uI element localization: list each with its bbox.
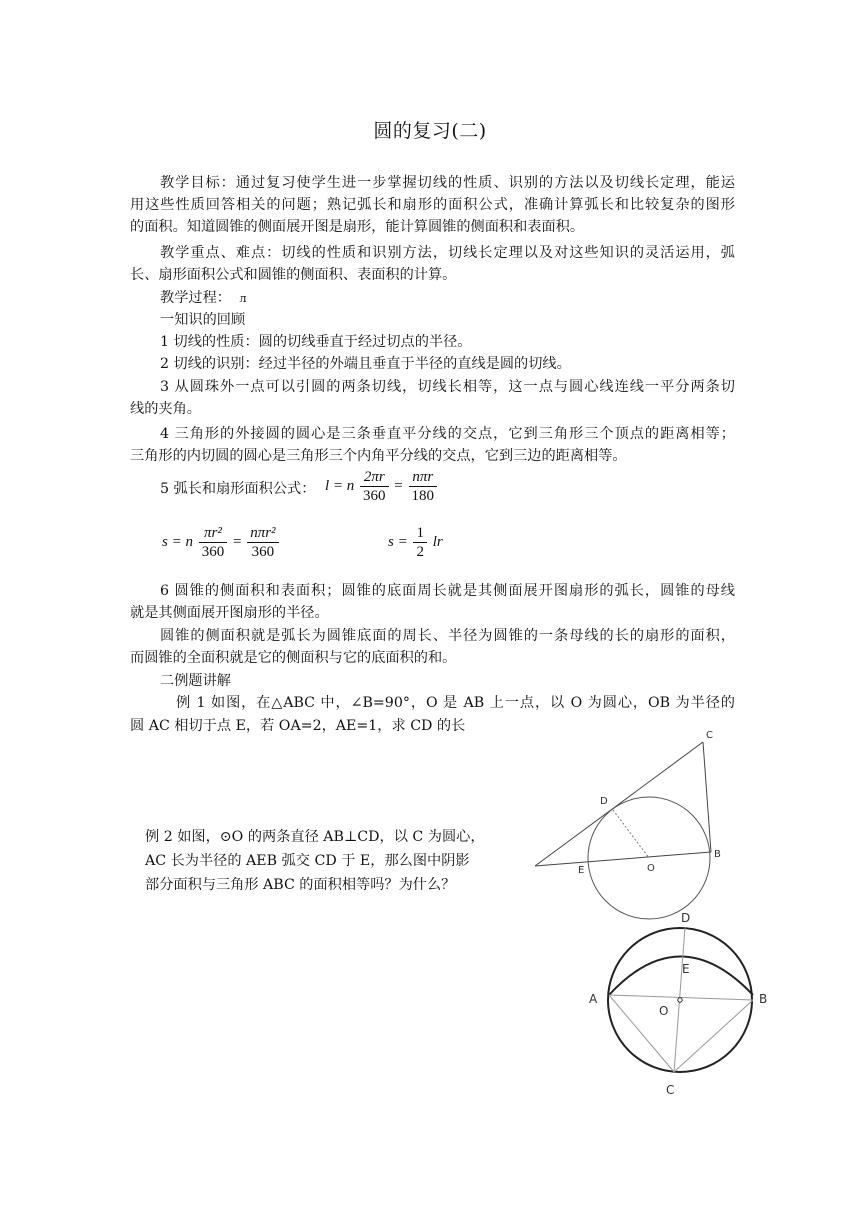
item-3-line-2: 线的夹角。 <box>130 401 201 417</box>
example-2-line-1: 例 2 如图，⊙O 的两条直径 AB⊥CD，以 C 为圆心， <box>145 829 485 845</box>
sector-numerator-2: nπr² <box>247 524 278 543</box>
half-lhs: s = <box>388 533 408 550</box>
fig1-label-B: B <box>714 849 721 860</box>
arc-denominator-1: 360 <box>363 488 386 504</box>
goal-line-2: 用这些性质回答相关的问题；熟记弧长和扇形的面积公式，准确计算弧长和比较复杂的图形 <box>130 197 735 213</box>
fig1-label-C: C <box>706 730 713 741</box>
item-4-line-2: 三角形的内切圆的圆心是三角形三个内角平分线的交点，它到三边的距离相等。 <box>130 448 627 464</box>
sector-equals: = <box>232 533 242 550</box>
cone-line-2: 而圆锥的全面积就是它的侧面积与它的底面积的和。 <box>130 650 457 666</box>
sector-denominator-2: 360 <box>251 544 275 560</box>
item-2: 2 切线的识别：经过半径的外端且垂直于半径的直线是圆的切线。 <box>160 356 571 372</box>
example-2-line-2: AC 长为半径的 AEB 弧交 CD 于 E，那么图中阴影 <box>145 853 470 869</box>
example-2-line-3: 部分面积与三角形 ABC 的面积相等吗？为什么？ <box>145 877 456 893</box>
fig2-label-E: E <box>682 962 690 976</box>
goal-line-3: 的面积。知道圆锥的侧面展开图是扇形，能计算圆锥的侧面积和表面积。 <box>130 219 585 235</box>
process-label: 教学过程： <box>160 290 231 306</box>
arc-lhs: l = n <box>325 477 355 494</box>
item-4-line-1: 4 三角形的外接圆的圆心是三条垂直平分线的交点，它到三角形三个顶点的距离相等； <box>160 426 735 442</box>
arc-equals: = <box>394 477 403 494</box>
item-3-line-1: 3 从圆珠外一点可以引圆的两条切线，切线长相等，这一点与圆心线连线一平分两条切 <box>160 379 735 395</box>
key-line-1: 教学重点、难点：切线的性质和识别方法，切线长定理以及对这些知识的灵活运用，弧 <box>160 245 735 261</box>
example-1-line-1: 例 1 如图，在△ABC 中，∠B=90°，O 是 AB 上一点，以 O 为圆心，OB 为半径的 <box>176 695 735 711</box>
fig1-label-O: O <box>647 863 655 874</box>
half-denominator: 2 <box>416 544 424 560</box>
item-6-line-2: 就是其侧面展开图扇形的半径。 <box>130 605 329 621</box>
sector-denominator-1: 360 <box>201 544 225 560</box>
arc-denominator-2: 180 <box>411 488 435 504</box>
half-rhs: lr <box>432 533 443 550</box>
section-review-heading: 一知识的回顾 <box>160 312 246 328</box>
fig2-label-A: A <box>589 992 598 1006</box>
fig2-label-B: B <box>759 992 768 1006</box>
key-line-2: 长、扇形面积公式和圆锥的侧面积、表面积的计算。 <box>130 267 457 283</box>
example-1-line-2: 圆 AC 相切于点 E，若 OA=2，AE=1，求 CD 的长 <box>130 718 466 734</box>
sector-numerator-1: πr² <box>199 524 228 543</box>
item-5: 5 弧长和扇形面积公式： <box>160 481 316 497</box>
center-point <box>678 998 682 1002</box>
item-6-line-1: 6 圆锥的侧面积和表面积；圆锥的底面周长就是其侧面展开图扇形的弧长，圆锥的母线 <box>160 583 735 599</box>
half-numerator: 1 <box>413 524 427 543</box>
fig1-label-D: D <box>600 796 608 807</box>
sector-lhs: s = n <box>162 533 193 550</box>
fig2-label-C: C <box>666 1083 675 1097</box>
arc-numerator-2: nπr <box>409 468 438 487</box>
page-title: 圆的复习(二) <box>373 120 487 142</box>
chord-BC <box>674 1000 753 1072</box>
fig1-label-E: E <box>578 865 585 876</box>
goal-line-1: 教学目标：通过复习使学生进一步掌握切线的性质、识别的方法以及切线长定理，能运 <box>160 175 735 191</box>
item-1: 1 切线的性质：圆的切线垂直于经过切点的半径。 <box>160 334 472 350</box>
cone-line-1: 圆锥的侧面积就是弧长为圆锥底面的周长、半径为圆锥的一条母线的长的扇形的面积， <box>160 628 735 644</box>
fig2-label-D: D <box>681 911 691 925</box>
section-examples-heading: 二例题讲解 <box>160 673 231 689</box>
process-mark: л <box>239 292 247 305</box>
arc-numerator-1: 2πr <box>360 468 389 487</box>
fig2-label-O: O <box>659 1004 669 1018</box>
